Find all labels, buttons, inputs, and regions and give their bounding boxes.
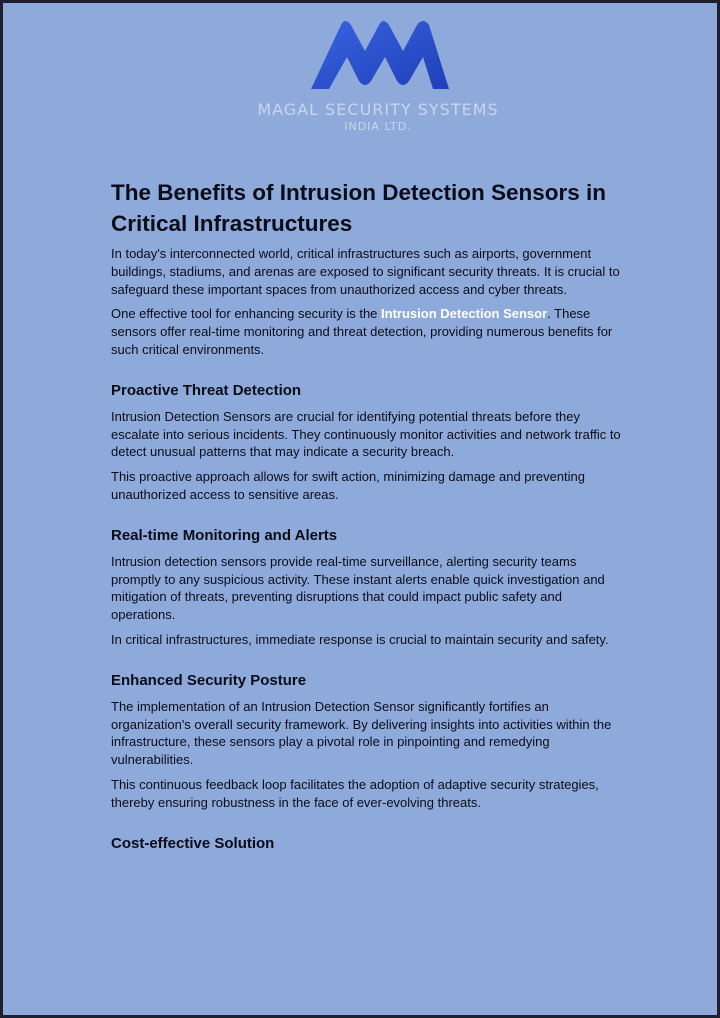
magal-logo-mark-icon	[303, 15, 453, 95]
company-logo	[253, 15, 503, 145]
section-heading-real-time-monitoring: Real-time Monitoring and Alerts	[111, 526, 338, 544]
article-title: The Benefits of Intrusion Detection Sensors in Critical Infrastructures	[111, 180, 607, 236]
section-paragraph: This proactive approach allows for swift action, minimizing damage and preventing unauthorized access to sensitive areas.	[111, 469, 586, 502]
intrusion-detection-sensor-link[interactable]: Intrusion Detection Sensor	[381, 306, 548, 322]
section-paragraph: In critical infrastructures, immediate response is crucial to maintain security and safety.	[111, 631, 609, 647]
intro-paragraph-1: In today's interconnected world, critical infrastructures such as airports, government buildings, stadiums, and arenas are exposed to significant security threats. It is crucial to safeguard these important spaces from unauthorized access and cyber threats.	[111, 246, 620, 297]
section-heading-enhanced-security-posture: Enhanced Security Posture	[111, 671, 307, 689]
section-paragraph: Intrusion detection sensors provide real-time surveillance, alerting security teams promptly to any suspicious activity. These instant alerts enable quick investigation and mitigation of threats, preventing disruptions that could impact public safety and operations.	[111, 553, 605, 623]
intro-text-after-link: . These sensors offer real-time monitoring and threat detection, providing numerous benefits for such critical environments.	[111, 306, 613, 357]
article-body	[111, 177, 623, 861]
section-paragraph: The implementation of an Intrusion Detection Sensor significantly fortifies an organization's overall security framework. By delivering insights into activities within the infrastructure, these sensors play a pivotal role in pinpointing and remedying vulnerabilities.	[111, 698, 612, 768]
section-heading-proactive-threat-detection: Proactive Threat Detection	[111, 381, 302, 399]
brand-subtitle: INDIA LTD.	[344, 120, 412, 133]
brand-name: MAGAL SECURITY SYSTEMS	[257, 100, 499, 119]
section-heading-cost-effective-solution: Cost-effective Solution	[111, 834, 275, 852]
section-paragraph: This continuous feedback loop facilitates the adoption of adaptive security strategies, thereby ensuring robustness in the face of ever-evolving threats.	[111, 776, 599, 810]
intro-paragraph-2	[111, 305, 623, 358]
intro-text-before-link: One effective tool for enhancing security is the	[111, 306, 382, 322]
section-paragraph: Intrusion Detection Sensors are crucial for identifying potential threats before they escalate into serious incidents. They continuously monitor activities and network traffic to detect unusual patterns that may indicate a security breach.	[111, 408, 621, 460]
